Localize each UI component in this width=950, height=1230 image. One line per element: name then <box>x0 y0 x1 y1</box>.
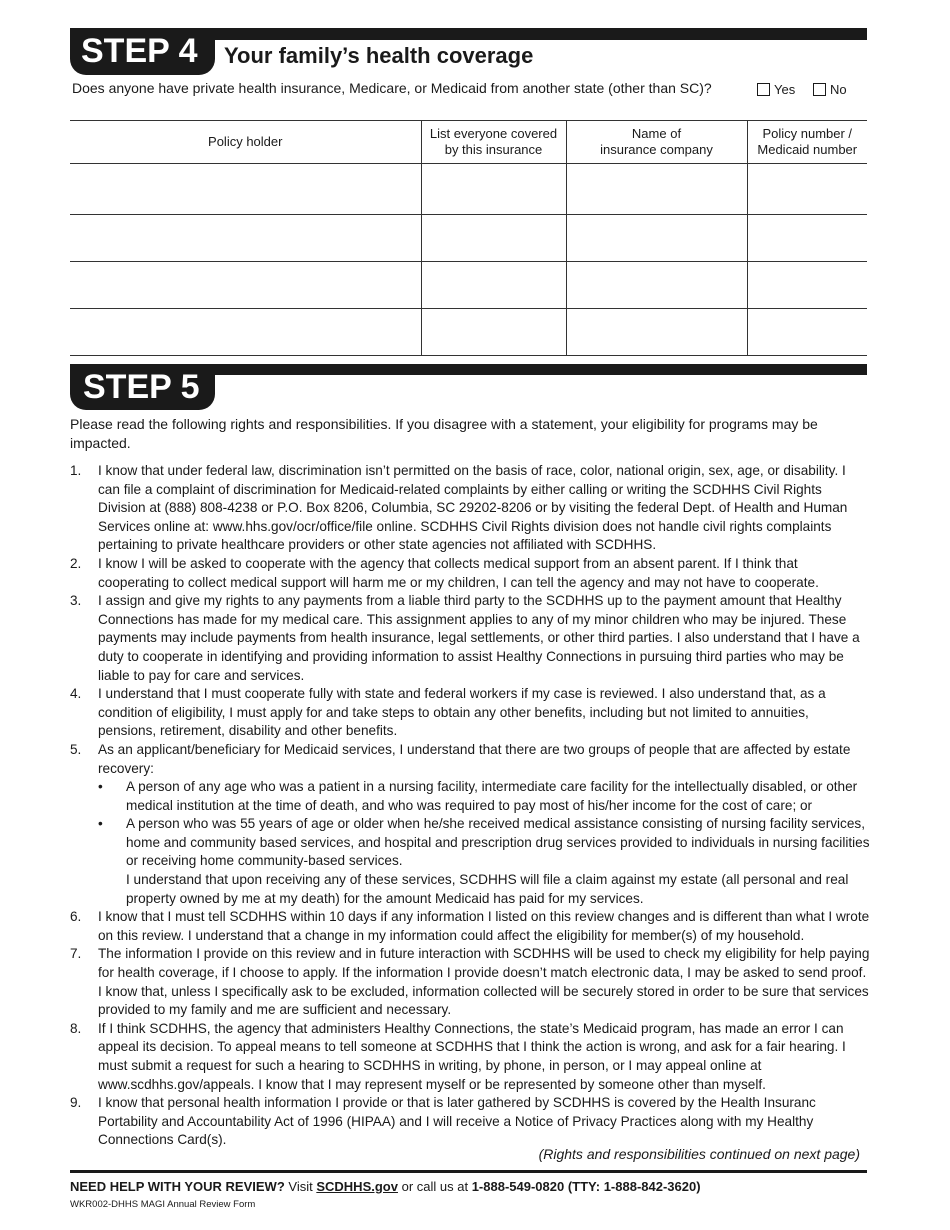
phone-number: 1-888-549-0820 (TTY: 1-888-842-3620) <box>471 1179 701 1194</box>
item-number: 4. <box>70 686 82 702</box>
step5-intro: Please read the following rights and responsibilities. If you disagree with a statement, your eligibility for programs may be impacted. <box>70 416 818 451</box>
sub-list-item <box>98 778 870 815</box>
help-line <box>70 1179 701 1194</box>
table-row <box>70 309 867 356</box>
item-number: 5. <box>70 741 82 757</box>
item-number: 1. <box>70 463 82 478</box>
item-text: I know that under federal law, discrimination isn’t permitted on the basis of race, color, national origin, sex, age, or disability. I can file a complaint of discrimination for Medicaid-related complaints by either calling or writing the SCDHHS Civil Rights Division at (888) 808-4238 or P.O. Box 8206, Columbia, SC 29202-8206 or by visiting the federal Dept. of Health and Human Services online at: www.hhs.gov/ocr/office/file online. SCDHHS Civil Rights division does not handle civil rights complaints pertaining to private healthcare providers or other state agencies not affiliated with SCDHHS. <box>98 463 848 553</box>
bullet-icon: • <box>98 779 103 795</box>
step4-title: Your family’s health coverage <box>224 43 534 68</box>
estate-recovery-groups <box>98 778 870 908</box>
item-text: I understand that I must cooperate fully with state and federal workers if my case is reviewed. I also understand that, as a condition of eligibility, I must apply for and take steps to obtain any other benefits, including but not limited to annuities, pensions, retirement, disability and other benefits. <box>98 686 826 739</box>
estate-claim-text: I understand that upon receiving any of these services, SCDHHS will file a claim against my estate (all personal and real property owned by me at my death) for the amount Medicaid has paid for my services. <box>126 872 849 906</box>
policy-number-cell[interactable] <box>747 309 867 356</box>
step5-tab <box>70 364 215 410</box>
yes-option[interactable] <box>757 82 795 97</box>
header-policy-holder: Policy holder <box>70 121 421 164</box>
table-header-row <box>70 121 867 164</box>
form-id: WKR002-DHHS MAGI Annual Review Form <box>70 1199 256 1210</box>
list-item <box>70 1020 870 1094</box>
no-option[interactable] <box>813 82 847 97</box>
item-text: The information I provide on this review and in future interaction with SCDHHS will be used to check my eligibility for help paying for health coverage, if I choose to apply. If the information I provide doesn’t match electronic data, I may be asked to send proof. I know that, unless I specifically ask to be excluded, information collected will be securely stored in order to be sure that services provided to my family and me are sufficient and necessary. <box>98 946 870 1018</box>
item-number: 3. <box>70 593 82 609</box>
policy-holder-cell[interactable] <box>70 309 421 356</box>
item-text: I assign and give my rights to any payments from a liable third party to the SCDHHS up to the payment amount that Healthy Connections has made for my medical care. This assignment applies to any of my minor children who may be injured. These payments may include payments from health insurance, legal settlements, or other third parties. I also understand that I have a duty to cooperate in identifying and providing information to assist Healthy Connections in pursuing third parties who may be liable to pay for care and services. <box>98 593 860 683</box>
item-number: 6. <box>70 909 82 925</box>
yes-label: Yes <box>774 82 796 97</box>
table-row <box>70 262 867 309</box>
covered-cell[interactable] <box>421 309 566 356</box>
header-policy-number: Policy number / Medicaid number <box>747 121 867 164</box>
list-item <box>70 741 870 908</box>
coverage-question: Does anyone have private health insurance, Medicare, or Medicaid from another state (other than SC)? <box>72 80 712 96</box>
policy-number-cell[interactable] <box>747 164 867 215</box>
insurance-company-cell[interactable] <box>566 164 747 215</box>
scdhhs-link[interactable]: SCDHHS.gov <box>316 1179 398 1194</box>
item-number: 9. <box>70 1095 82 1111</box>
item-number: 7. <box>70 946 82 962</box>
no-checkbox[interactable] <box>813 83 826 96</box>
table-row <box>70 215 867 262</box>
covered-cell[interactable] <box>421 215 566 262</box>
item-text: I know that I must tell SCDHHS within 10 days if any information I listed on this review changes and is different than what I wrote on this review. I understand that a change in my information could affect the eligibility for member(s) of my household. <box>98 909 870 943</box>
table-row <box>70 164 867 215</box>
covered-cell[interactable] <box>421 164 566 215</box>
list-item <box>70 685 870 741</box>
covered-cell[interactable] <box>421 262 566 309</box>
sub-list-item <box>98 815 870 908</box>
policy-holder-cell[interactable] <box>70 262 421 309</box>
yes-checkbox[interactable] <box>757 83 770 96</box>
list-item <box>70 945 870 1019</box>
step4-label: STEP 4 <box>81 32 198 70</box>
no-label: No <box>830 82 847 97</box>
continued-note: (Rights and responsibilities continued on next page) <box>538 1146 860 1162</box>
item-text: I know that personal health information I provide or that is later gathered by SCDHHS is covered by the Health Insuranc Portability and Accountability Act of 1996 (HIPAA) and I will receive a Notice of Privacy Practices along with my Healthy Connections Card(s). <box>98 1095 816 1148</box>
header-covered: List everyone covered by this insurance <box>421 121 566 164</box>
item-text: If I think SCDHHS, the agency that administers Healthy Connections, the state’s Medicaid program, has made an error I can appeal its decision. To appeal means to tell someone at SCDHHS that I think the action is wrong, and ask for a fair hearing. I must submit a request for such a hearing to SCDHHS in writing, by phone, in person, or I may appeal online at www.scdhhs.gov/appeals. I know that I may represent myself or be represented by someone other than myself. <box>98 1020 846 1092</box>
item-text: As an applicant/beneficiary for Medicaid services, I understand that there are two groups of people that are affected by estate recovery: <box>98 741 851 776</box>
list-item <box>70 555 870 592</box>
visit-text: Visit <box>288 1179 313 1194</box>
bullet-icon: • <box>98 816 103 832</box>
footer-rule <box>70 1170 867 1173</box>
coverage-table <box>70 120 867 356</box>
insurance-company-cell[interactable] <box>566 262 747 309</box>
call-text: or call us at <box>401 1179 469 1194</box>
item-number: 8. <box>70 1020 82 1036</box>
sub-item-text: A person who was 55 years of age or older when he/she received medical assistance consisting of nursing facility services, home and community based services, and hospital and prescription drug services provided to individuals in nursing facilities or receiving home community-based services. <box>126 816 870 869</box>
policy-holder-cell[interactable] <box>70 215 421 262</box>
policy-number-cell[interactable] <box>747 215 867 262</box>
list-item <box>70 908 870 945</box>
item-text: I know I will be asked to cooperate with the agency that collects medical support from an absent parent. If I think that cooperating to collect medical support will harm me or my children, I can tell the agency and may not have to cooperate. <box>98 555 819 590</box>
policy-holder-cell[interactable] <box>70 164 421 215</box>
insurance-company-cell[interactable] <box>566 215 747 262</box>
insurance-company-cell[interactable] <box>566 309 747 356</box>
sub-item-text: A person of any age who was a patient in a nursing facility, intermediate care facility for the intellectually disabled, or other medical institution at the time of death, and who was required to pay most of his/her income for the cost of care; or <box>126 779 858 813</box>
step4-tab <box>70 28 215 75</box>
list-item <box>70 592 870 685</box>
header-insurance-company: Name of insurance company <box>566 121 747 164</box>
policy-number-cell[interactable] <box>747 262 867 309</box>
list-item <box>70 1094 870 1150</box>
list-item <box>70 462 870 555</box>
rights-list <box>70 462 870 1150</box>
help-label: NEED HELP WITH YOUR REVIEW? <box>70 1179 285 1194</box>
step5-label: STEP 5 <box>83 368 200 406</box>
item-number: 2. <box>70 555 82 571</box>
